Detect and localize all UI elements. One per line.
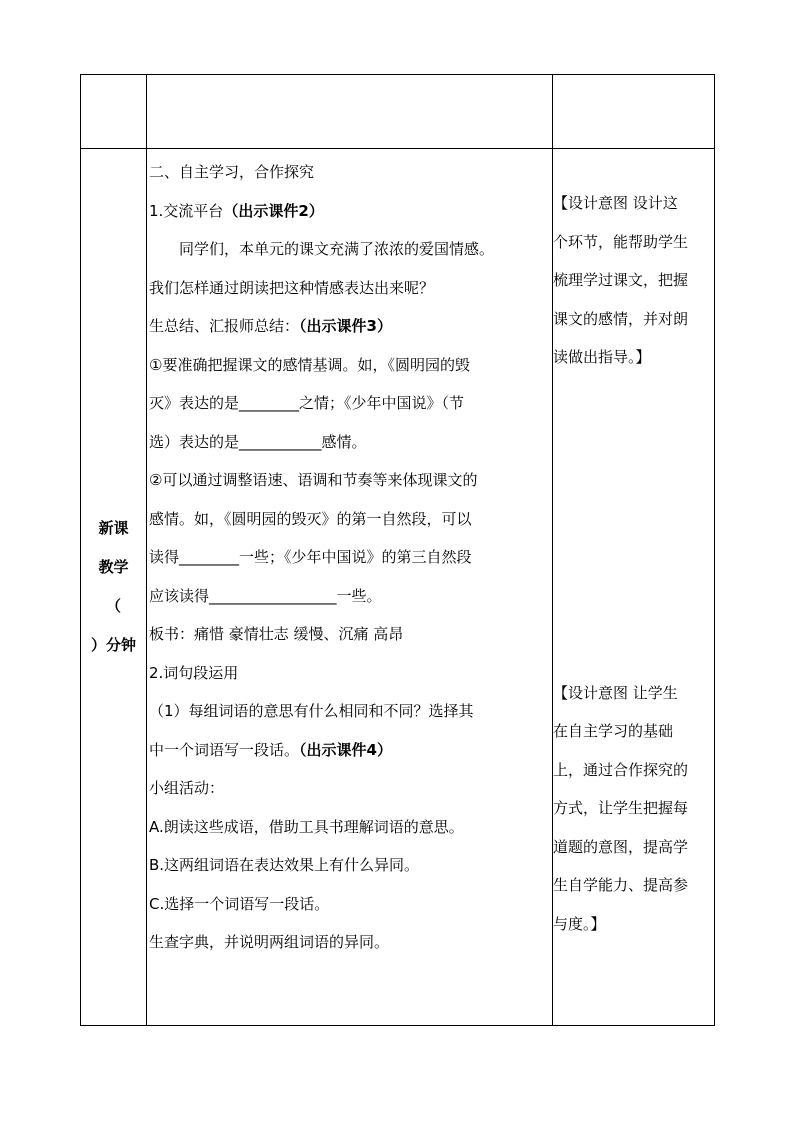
lesson-content-cell: [147, 149, 553, 1026]
content-line: [147, 153, 552, 192]
content-line: [147, 269, 552, 308]
content-line-text: 应该读得_________________一些。: [149, 586, 382, 605]
content-line-text: 选）表达的是___________感情。: [149, 432, 367, 451]
content-lines: [147, 153, 552, 962]
content-line-text: 生查字典，并说明两组词语的异同。: [149, 933, 390, 951]
content-line: [147, 885, 552, 924]
stage-label-line: 新课: [98, 519, 129, 537]
content-line-text: 生总结、汇报师总结：: [149, 317, 300, 335]
design-intent-block: [553, 674, 714, 944]
content-line: [147, 192, 552, 231]
design-intent-line: 梳理学过课文，把握: [553, 271, 689, 289]
content-line: [147, 538, 552, 577]
content-line: [147, 461, 552, 500]
content-line: [147, 384, 552, 423]
content-line: [147, 769, 552, 808]
content-line-text: 灭》表达的是________之情；《少年中国说》（节: [149, 394, 465, 412]
content-line: [147, 307, 552, 346]
content-line-text: C.选择一个词语写一段话。: [149, 894, 330, 913]
content-line-text: B.这两组词语在表达效果上有什么异同。: [149, 856, 420, 874]
design-intent-line: 上，通过合作探究的: [553, 760, 689, 779]
content-line: [147, 654, 552, 693]
content-line: [147, 846, 552, 885]
stage-label-cell: [81, 149, 147, 1026]
content-line: [147, 230, 552, 269]
content-line: [147, 500, 552, 539]
content-line: [147, 577, 552, 616]
design-intent-line: 【设计意图 让学生: [553, 683, 678, 702]
design-intent-line: 【设计意图 设计这: [553, 194, 678, 212]
content-line-text: 我们怎样通过朗读把这种情感表达出来呢？: [149, 278, 435, 297]
content-line: [147, 615, 552, 654]
previous-intent-cell: [553, 75, 715, 149]
courseware-ref: （出示课件2）: [223, 201, 324, 220]
content-line-text: （1）每组词语的意思有什么相同和不同？选择其: [149, 702, 474, 720]
content-line-text: ②可以通过调整语速、语调和节奏等来体现课文的: [149, 471, 478, 489]
content-line-text: 小组活动：: [149, 779, 225, 797]
content-line-text: 2.词句段运用: [149, 663, 239, 682]
design-intent-line: 与度。】: [553, 914, 606, 933]
courseware-ref: （出示课件4）: [299, 740, 392, 759]
content-line-text: 同学们，本单元的课文充满了浓浓的爱国情感。: [179, 240, 495, 258]
design-intent-line: 个环节，能帮助学生: [553, 232, 689, 251]
previous-row: [81, 75, 715, 149]
content-line: [147, 923, 552, 962]
content-line: [147, 692, 552, 731]
courseware-ref: （出示课件3）: [299, 317, 392, 335]
content-line-text: 读得________一些；《少年中国说》的第三自然段: [149, 548, 472, 566]
new-lesson-row: [81, 149, 715, 1026]
design-intent-block: [553, 184, 714, 377]
content-line-text: 感情。如，《圆明园的毁灭》的第一自然段，可以: [149, 509, 472, 528]
previous-content-cell: [147, 75, 553, 149]
design-intent-line: 课文的感情，并对朗: [553, 309, 689, 328]
content-line: [147, 808, 552, 847]
content-line-text: ①要准确把握课文的感情基调。如，《圆明园的毁: [149, 355, 470, 374]
content-line-text: A.朗读这些成语，借助工具书理解词语的意思。: [149, 817, 464, 836]
stage-label-line: ）分钟: [90, 636, 136, 654]
content-line-text: 二、自主学习，合作探究: [149, 163, 315, 181]
content-line-text: 板书：痛惜 豪情壮志 缓慢、沉痛 高昂: [149, 625, 404, 643]
stage-label-line: 教学: [98, 558, 129, 576]
content-line: [147, 346, 552, 385]
lesson-plan-table: [80, 74, 715, 1026]
content-line-text: 中一个词语写一段话。: [149, 740, 300, 759]
stage-label-line: （: [105, 597, 121, 615]
content-line: [147, 731, 552, 770]
content-line-text: 1.交流平台: [149, 201, 224, 220]
content-line: [147, 423, 552, 462]
design-intent-cell: [553, 149, 715, 1026]
design-intent-line: 生自学能力、提高参: [553, 876, 689, 894]
design-intent-line: 方式，让学生把握每: [553, 799, 689, 817]
previous-stage-cell: [81, 75, 147, 149]
design-intent-line: 道题的意图，提高学: [553, 837, 689, 856]
design-intent-line: 读做出指导。】: [553, 348, 651, 366]
design-intent-line: 在自主学习的基础: [553, 722, 674, 740]
